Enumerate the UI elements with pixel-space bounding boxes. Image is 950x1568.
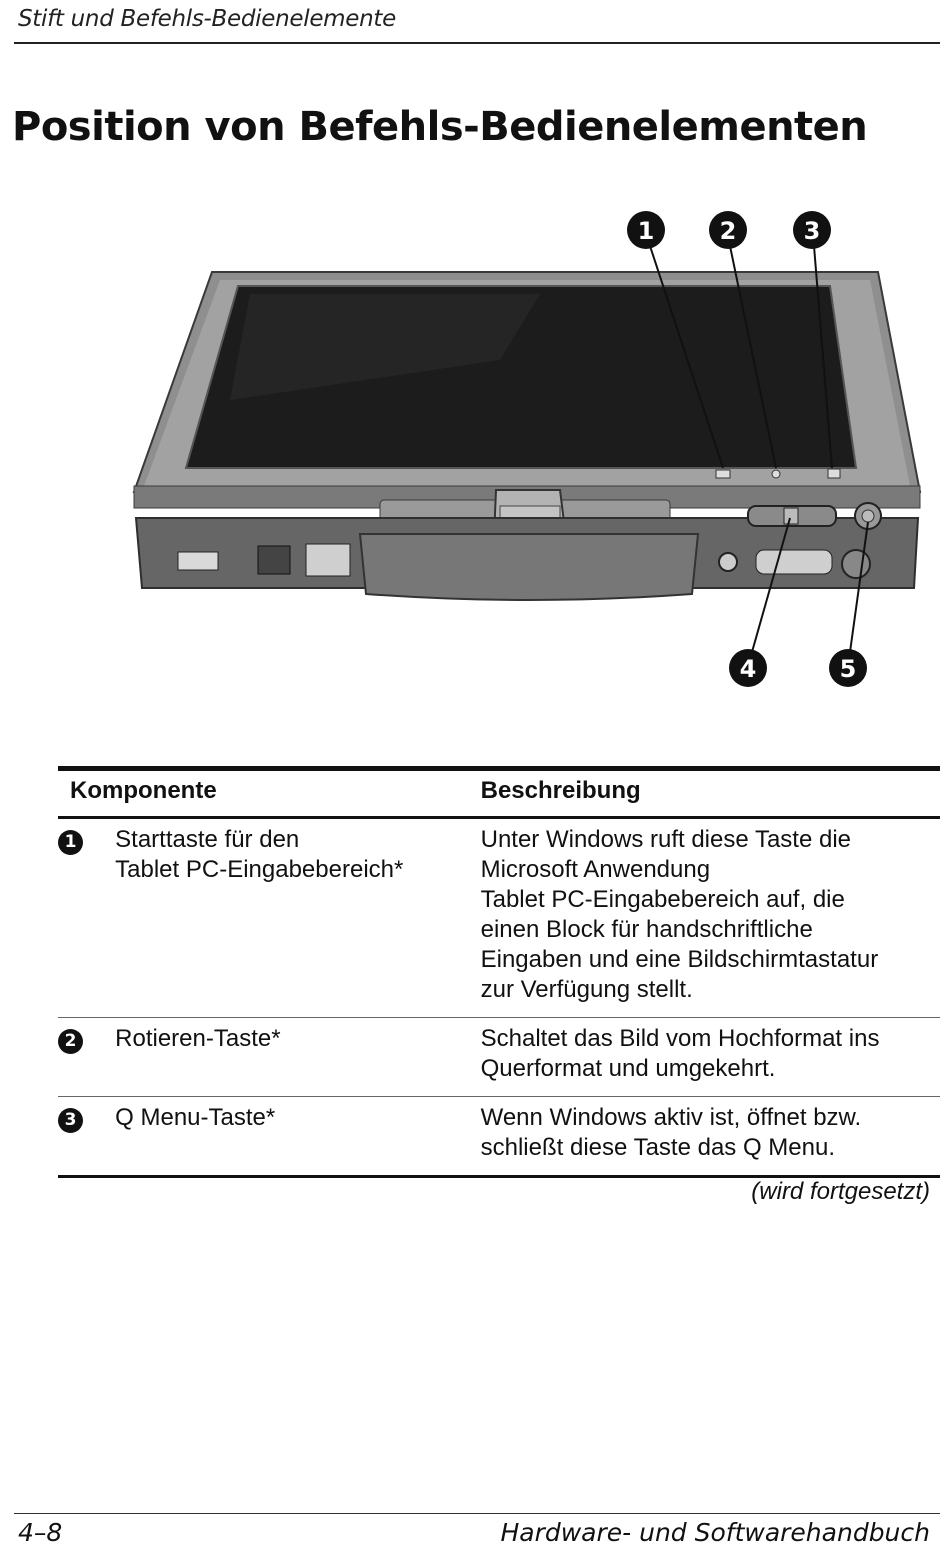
tablet-pc-illustration [120,200,940,700]
column-header-description: Beschreibung [481,769,940,818]
page-title: Position von Befehls-Bedienelementen [12,104,868,150]
description-cell [481,1018,940,1097]
callout-1-label: 1 [637,217,655,245]
header-rule [14,42,940,44]
modem-jack [258,546,290,574]
table-row [58,1097,940,1177]
description-cell [481,1097,940,1177]
rotate-button [772,470,780,478]
page-number: 4–8 [18,1518,63,1547]
footer-rule [14,1513,940,1514]
table-header-row [58,769,940,818]
component-cell [115,1018,480,1097]
component-cell [115,818,480,1018]
component-text: Rotieren-Taste* [115,1025,281,1052]
description-text: Microsoft Anwendung [480,856,711,883]
row-number-badge: 3 [58,1108,83,1133]
description-text: einen Block für handschriftliche [480,916,813,943]
description-text: Eingaben und eine Bildschirmtastatur [480,946,879,973]
components-table [58,766,940,1178]
description-text: Querformat und umgekehrt. [480,1055,776,1082]
table-row [58,818,940,1018]
component-cell [115,1097,480,1177]
description-text: Wenn Windows aktiv ist, öffnet bzw. [480,1104,862,1131]
callout-4-label: 4 [739,655,757,683]
component-text: Tablet PC-Eingabebereich* [115,856,404,883]
book-title: Hardware- und Softwarehandbuch [500,1518,930,1547]
row-number-badge: 1 [58,830,83,855]
usb-port [178,552,218,570]
s-video-port [842,550,870,578]
component-text: Q Menu-Taste* [115,1104,276,1131]
running-header: Stift und Befehls-Bedienelemente [18,6,396,32]
callout-3-label: 3 [803,217,821,245]
row-number-badge: 2 [58,1029,83,1054]
callout-5-label: 5 [839,655,857,683]
table-row [58,1018,940,1097]
tablet-input-button [716,470,730,478]
network-jack [306,544,350,576]
description-text: Schaltet das Bild vom Hochformat ins [480,1025,880,1052]
callout-2-label: 2 [719,217,737,245]
vga-port [756,550,832,574]
column-header-component: Komponente [58,769,481,818]
description-text: Tablet PC-Eingabebereich auf, die [480,886,845,913]
power-connector [719,553,737,571]
continued-note: (wird fortgesetzt) [751,1178,930,1205]
description-text: zur Verfügung stellt. [480,976,693,1003]
description-text: Unter Windows ruft diese Taste die [480,826,852,853]
description-text: schließt diese Taste das Q Menu. [480,1134,836,1161]
component-text: Starttaste für den [115,826,300,853]
q-menu-button [828,469,840,478]
description-cell [481,818,940,1018]
